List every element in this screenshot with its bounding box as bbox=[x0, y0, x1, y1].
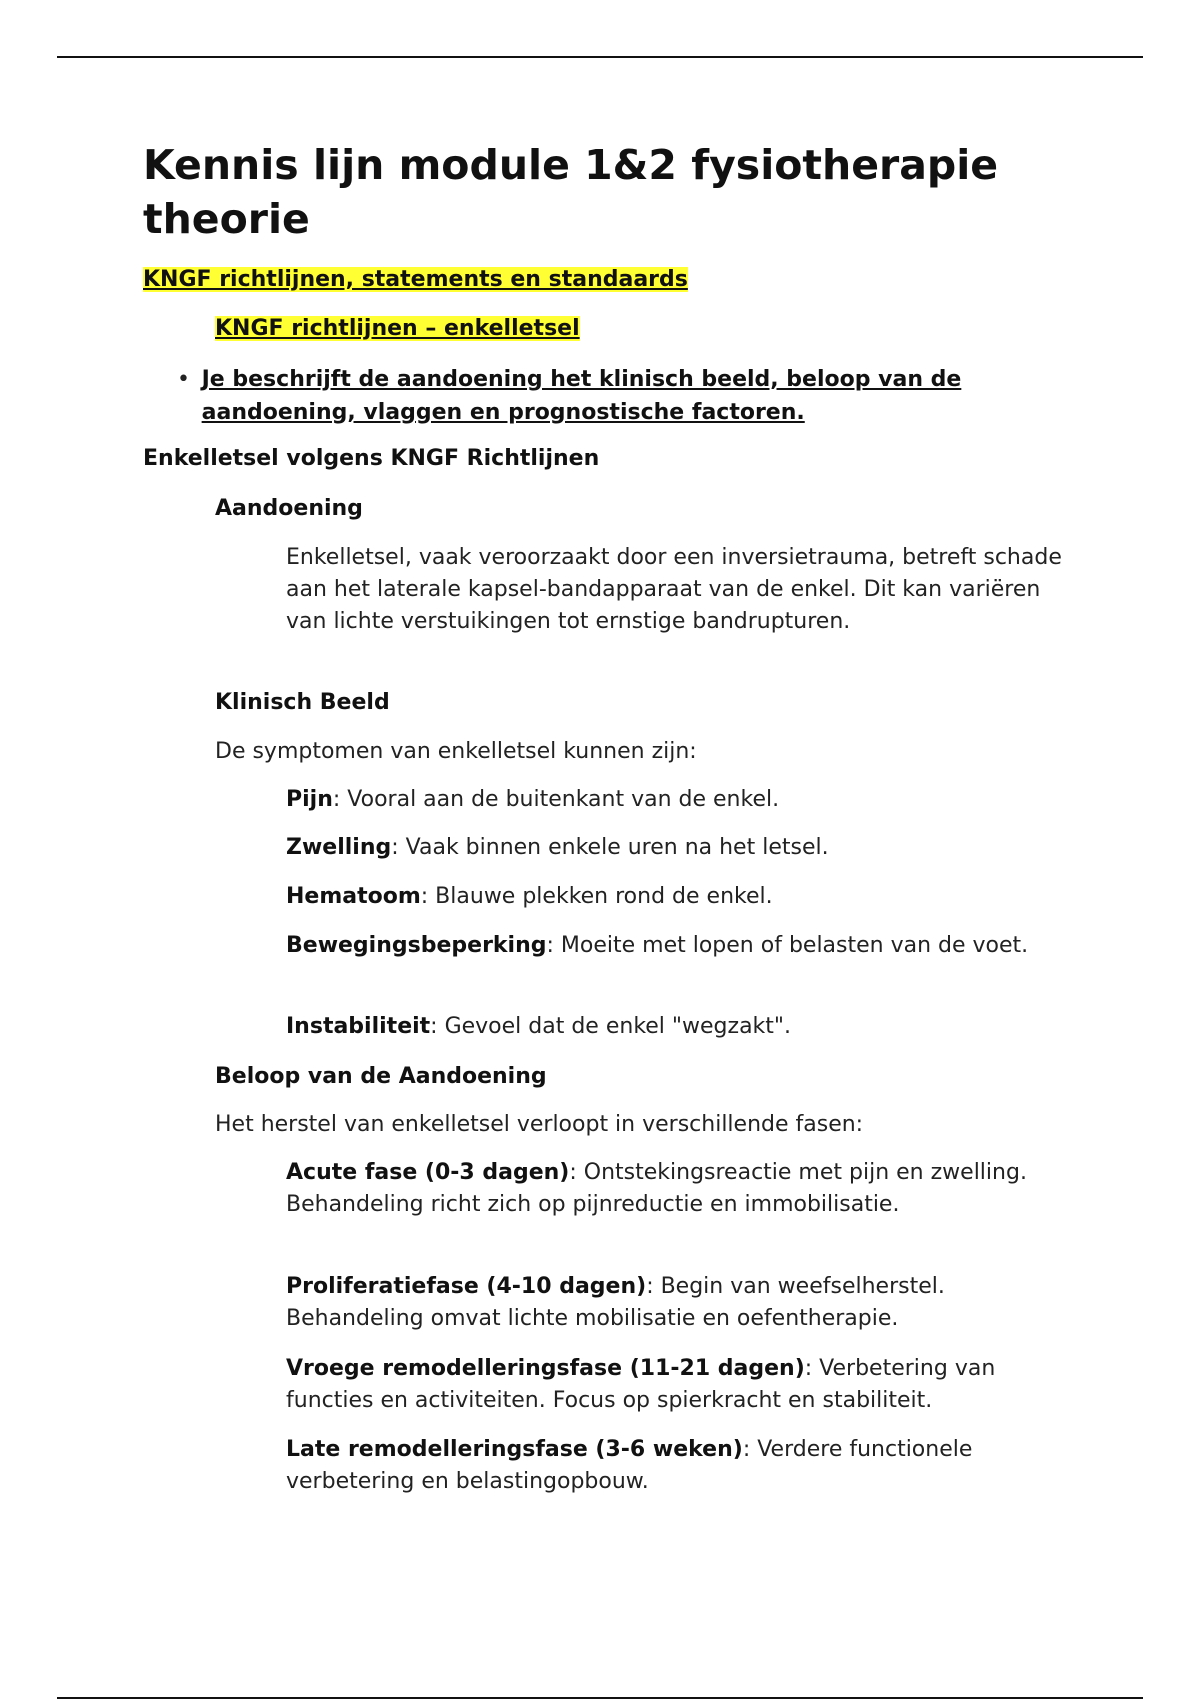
symptom-term: Zwelling bbox=[286, 835, 392, 860]
phase-item bbox=[286, 1157, 1046, 1221]
phase-item bbox=[286, 1353, 1086, 1417]
symptom-term: Instabiliteit bbox=[286, 1014, 431, 1039]
section-title: Enkelletsel volgens KNGF Richtlijnen bbox=[143, 446, 600, 471]
phase-term: Acute fase (0-3 dagen) bbox=[286, 1160, 570, 1185]
klinisch-beeld-intro: De symptomen van enkelletsel kunnen zijn: bbox=[215, 739, 697, 764]
symptom-item bbox=[286, 784, 1086, 816]
symptom-term: Hematoom bbox=[286, 884, 421, 909]
symptom-term: Pijn bbox=[286, 787, 333, 812]
beloop-heading: Beloop van de Aandoening bbox=[215, 1064, 547, 1089]
symptom-item bbox=[215, 930, 1075, 962]
phase-desc: : Begin van weefselherstel. Behandeling omvat lichte mobilisatie en oefentherapie. bbox=[286, 1274, 945, 1331]
symptom-desc: : Blauwe plekken rond de enkel. bbox=[420, 884, 773, 909]
phase-term: Vroege remodelleringsfase (11-21 dagen) bbox=[286, 1356, 805, 1381]
symptom-desc: : Gevoel dat de enkel "wegzakt". bbox=[430, 1014, 792, 1039]
highlight-heading-2 bbox=[215, 314, 580, 344]
phase-item bbox=[286, 1271, 1046, 1335]
phase-term: Proliferatiefase (4-10 dagen) bbox=[286, 1274, 647, 1299]
top-rule bbox=[57, 56, 1143, 58]
symptom-desc: : Moeite met lopen of belasten van de voet. bbox=[546, 933, 1029, 958]
bullet-text: Je beschrijft de aandoening het klinisch beeld, beloop van de aandoening, vlaggen en prognostische factoren. bbox=[201, 367, 962, 425]
klinisch-beeld-heading: Klinisch Beeld bbox=[215, 690, 390, 715]
phase-desc: : Ontstekingsreactie met pijn en zwelling. Behandeling richt zich op pijnreductie en immobilisatie. bbox=[286, 1160, 1027, 1217]
symptom-item bbox=[286, 832, 1086, 864]
bullet-item bbox=[177, 363, 1067, 429]
symptom-item bbox=[286, 881, 1086, 913]
symptom-item bbox=[286, 1011, 1086, 1043]
beloop-intro: Het herstel van enkelletsel verloopt in verschillende fasen: bbox=[215, 1112, 864, 1137]
highlight-heading-1-text: KNGF richtlijnen, statements en standaards bbox=[143, 267, 688, 292]
symptom-term: Bewegingsbeperking bbox=[286, 933, 547, 958]
symptom-desc: : Vooral aan de buitenkant van de enkel. bbox=[332, 787, 780, 812]
phase-term: Late remodelleringsfase (3-6 weken) bbox=[286, 1437, 743, 1462]
highlight-heading-1 bbox=[143, 265, 688, 295]
symptom-desc: : Vaak binnen enkele uren na het letsel. bbox=[391, 835, 829, 860]
bottom-rule bbox=[57, 1697, 1143, 1699]
phase-item bbox=[286, 1434, 1076, 1498]
aandoening-text: Enkelletsel, vaak veroorzaakt door een inversietrauma, betreft schade aan het laterale kapsel-bandapparaat van de enkel. Dit kan variëren van lichte verstuikingen tot ernstige bandrupturen. bbox=[286, 545, 1062, 634]
aandoening-heading: Aandoening bbox=[215, 496, 363, 521]
document-title: Kennis lijn module 1&2 fysiotherapie theorie bbox=[143, 141, 999, 243]
phase-desc: : Verbetering van functies en activiteiten. Focus op spierkracht en stabiliteit. bbox=[286, 1356, 996, 1413]
phase-desc: : Verdere functionele verbetering en belastingopbouw. bbox=[286, 1437, 973, 1494]
bullet-icon: • bbox=[177, 367, 190, 392]
highlight-heading-2-text: KNGF richtlijnen – enkelletsel bbox=[215, 316, 580, 341]
